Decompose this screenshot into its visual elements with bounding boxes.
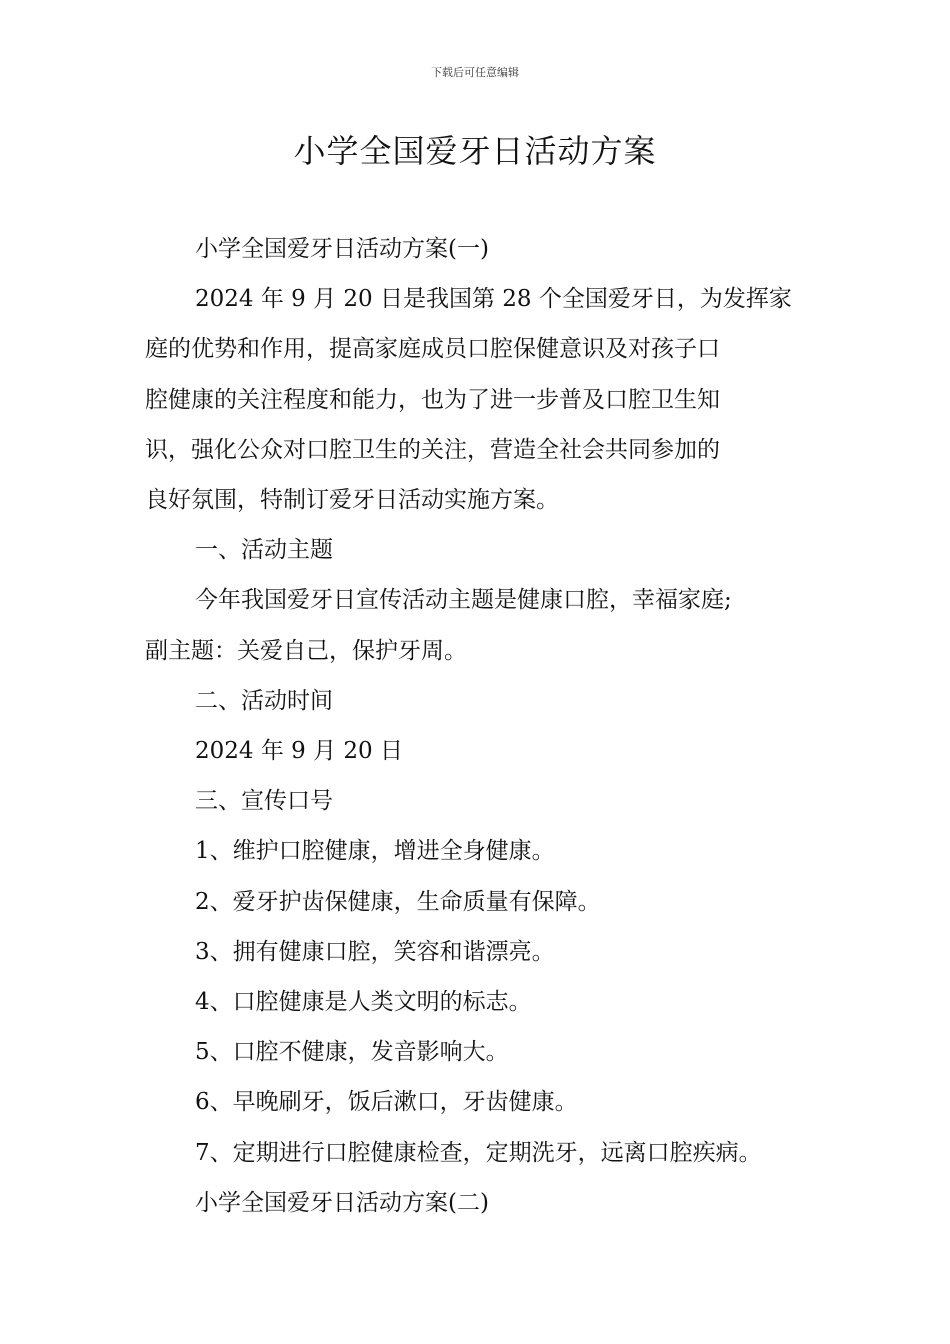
slogan-item: 4、口腔健康是人类文明的标志。 [195, 989, 532, 1016]
intro-paragraph-line: 识，强化公众对口腔卫生的关注，营造全社会共同参加的 [145, 436, 720, 463]
intro-paragraph-line: 庭的优势和作用，提高家庭成员口腔保健意识及对孩子口 [145, 336, 720, 363]
slogan-item: 7、定期进行口腔健康检查，定期洗牙，远离口腔疾病。 [195, 1139, 762, 1166]
slogan-item: 6、早晚刷牙，饭后漱口，牙齿健康。 [195, 1089, 578, 1116]
section-one-heading: 小学全国爱牙日活动方案(一) [195, 236, 489, 262]
theme-paragraph-line: 副主题：关爱自己，保护牙周。 [145, 637, 467, 664]
time-heading: 二、活动时间 [195, 687, 333, 714]
document-title: 小学全国爱牙日活动方案 [293, 132, 657, 170]
time-value: 2024 年 9 月 20 日 [195, 738, 403, 765]
theme-paragraph-line: 今年我国爱牙日宣传活动主题是健康口腔，幸福家庭; [195, 587, 732, 614]
intro-paragraph-line: 2024 年 9 月 20 日是我国第 28 个全国爱牙日，为发挥家 [195, 286, 792, 313]
theme-heading: 一、活动主题 [195, 537, 333, 564]
section-two-heading: 小学全国爱牙日活动方案(二) [195, 1189, 489, 1216]
intro-paragraph-line: 良好氛围，特制订爱牙日活动实施方案。 [145, 487, 559, 514]
slogan-item: 2、爱牙护齿保健康，生命质量有保障。 [195, 888, 601, 915]
slogan-list [145, 826, 815, 1177]
theme-paragraph [145, 575, 815, 675]
document-body [145, 224, 815, 1228]
slogan-item: 1、维护口腔健康，增进全身健康。 [195, 838, 555, 865]
header-note: 下载后可任意编辑 [431, 66, 519, 79]
intro-paragraph [145, 274, 815, 525]
slogan-heading: 三、宣传口号 [195, 788, 333, 815]
slogan-item: 3、拥有健康口腔，笑容和谐漂亮。 [195, 938, 555, 965]
slogan-item: 5、口腔不健康，发音影响大。 [195, 1039, 509, 1066]
intro-paragraph-line: 腔健康的关注程度和能力，也为了进一步普及口腔卫生知 [145, 386, 720, 413]
